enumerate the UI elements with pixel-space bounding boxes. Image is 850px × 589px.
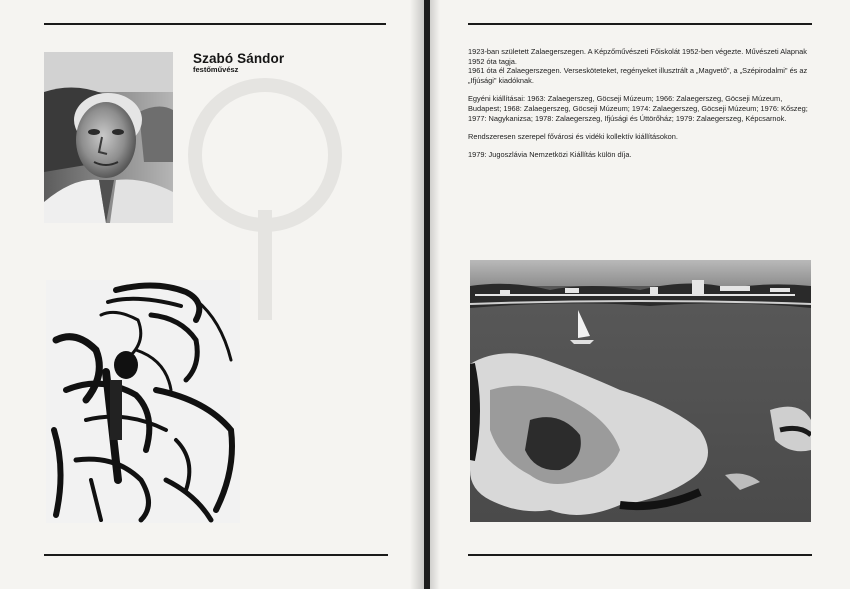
gutter-shadow-left: [410, 0, 424, 589]
top-rule-right: [468, 23, 812, 25]
bottom-rule-left: [44, 554, 388, 556]
bio-line-2: 1961 óta él Zalaegerszegen. Versesköteteket, regényeket illusztrált a „Magvető", a „Szépirodalmi" és az „Ifjúsági" kiadóknak.: [468, 66, 808, 86]
bio-education: [468, 47, 814, 86]
top-rule-left: [44, 23, 386, 25]
artist-role: festőművész: [193, 65, 239, 74]
charcoal-drawing-worker: [46, 280, 240, 523]
bottom-rule-right: [468, 554, 812, 556]
left-page: [0, 0, 424, 589]
gutter-shadow-right: [430, 0, 440, 589]
bio-line-1: 1923-ban született Zalaegerszegen. A Képzőművészeti Főiskolát 1952-ben végezte. Művészeti Alapnak 1952 óta tagja.: [468, 47, 807, 66]
artist-biography: [468, 47, 814, 169]
bio-exhibitions: Egyéni kiállításai: 1963: Zalaegerszeg, Göcseji Múzeum; 1966: Zalaegerszeg, Göcseji Múzeum, Budapest; 1968: Zalaegerszeg, Göcseji Múzeum; 1974: Zalaegerszeg, Göcseji Múzeum; 1976: Kőszeg; 1977: Nagykanizsa; 1978: Zalaegerszeg, Ifjúsági és Úttörőház; 1979: Zalaegerszeg, Képcsarnok.: [468, 94, 808, 123]
artist-portrait-photo: [44, 52, 173, 223]
bio-award: 1979: Jugoszlávia Nemzetközi Kiállítás külön díja.: [468, 150, 632, 160]
artist-name: Szabó Sándor: [193, 51, 285, 66]
right-page: [430, 0, 850, 589]
lake-landscape-with-sailboat: [470, 260, 811, 522]
bio-collective: Rendszeresen szerepel fővárosi és vidéki kollektív kiállításokon.: [468, 132, 678, 142]
